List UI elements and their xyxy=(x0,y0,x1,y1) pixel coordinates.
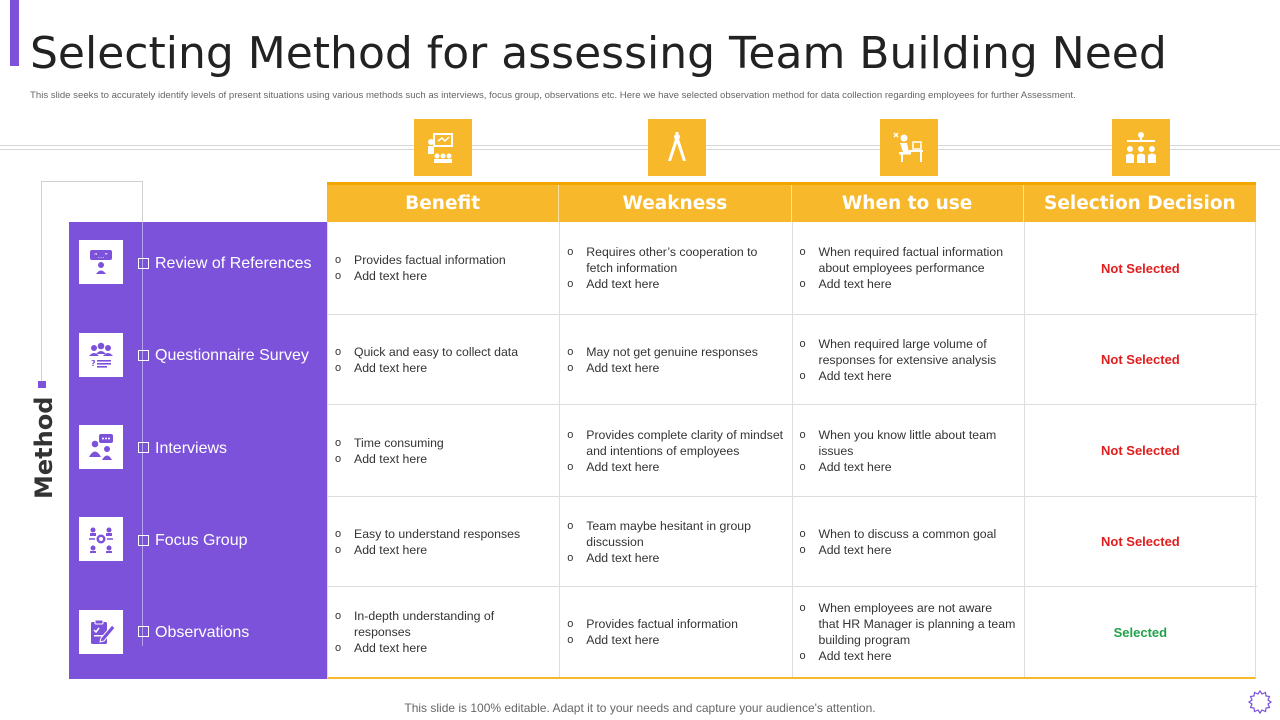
method-label: Review of References xyxy=(155,255,312,272)
when-to-use-cell: o When required large volume of responses for extensive analysis o Add text here xyxy=(793,315,1025,404)
table-row xyxy=(328,497,1257,587)
assessment-table xyxy=(327,222,1256,679)
method-axis-label: Method xyxy=(30,396,58,499)
method-label: Observations xyxy=(155,624,250,641)
connector-marker xyxy=(38,381,46,388)
interview-icon xyxy=(79,425,123,469)
presentation-icon xyxy=(414,119,472,176)
benefit-cell: o Provides factual information o Add text here xyxy=(328,222,560,314)
method-checkbox[interactable] xyxy=(138,535,149,546)
method-checkbox[interactable] xyxy=(138,350,149,361)
when-to-use-cell: o When you know little about team issues o Add text here xyxy=(793,405,1025,496)
connector-line xyxy=(142,181,143,222)
svg-text:?: ? xyxy=(91,359,96,368)
benefit-cell: o Time consuming o Add text here xyxy=(328,405,560,496)
column-header-when-to-use: When to use xyxy=(792,185,1024,222)
page-title: Selecting Method for assessing Team Building Need xyxy=(30,28,1167,79)
svg-text:“...”: “...” xyxy=(94,252,108,260)
decision-badge: Not Selected xyxy=(1101,534,1180,549)
decision-cell xyxy=(1025,497,1257,586)
method-row-focus-group xyxy=(69,497,327,588)
decision-badge: Not Selected xyxy=(1101,352,1180,367)
decision-badge: Selected xyxy=(1113,624,1168,640)
column-header-benefit: Benefit xyxy=(327,185,559,222)
decision-cell xyxy=(1025,405,1257,496)
table-row xyxy=(328,222,1257,315)
column-header-selection-decision: Selection Decision xyxy=(1044,193,1236,214)
divider-line xyxy=(0,145,1280,146)
decision-cell xyxy=(1025,587,1257,677)
table-row xyxy=(328,315,1257,405)
title-accent-bar xyxy=(10,0,19,66)
method-label: Questionnaire Survey xyxy=(155,347,309,364)
weakness-cell: o Provides factual information o Add text here xyxy=(560,587,792,677)
when-to-use-cell: o When to discuss a common goal o Add text here xyxy=(793,497,1025,586)
when-to-use-cell: o When employees are not aware that HR Manager is planning a team building program o Add text here xyxy=(793,587,1025,677)
decision-badge: Not Selected xyxy=(1101,260,1180,276)
table-row xyxy=(328,405,1257,497)
method-row-questionnaire-survey xyxy=(69,313,327,404)
method-row-observations xyxy=(69,588,327,679)
decision-cell xyxy=(1025,222,1257,314)
method-label: Focus Group xyxy=(155,532,248,549)
method-checkbox[interactable] xyxy=(138,258,149,269)
page-subtitle: This slide seeks to accurately identify levels of present situations using various methods such as interviews, focus group, observations etc. Here we have selected observation method for data collection regarding employees for further Assessment. xyxy=(30,90,1076,101)
method-row-interviews xyxy=(69,405,327,496)
clipboard-pen-icon xyxy=(79,610,123,654)
connector-line xyxy=(41,181,42,381)
table-header-row xyxy=(327,182,1256,222)
weakness-cell: o May not get genuine responses o Add text here xyxy=(560,315,792,404)
method-label: Interviews xyxy=(155,440,228,457)
gear-icon xyxy=(1246,688,1274,716)
survey-group-icon xyxy=(79,333,123,377)
benefit-cell: o Quick and easy to collect data o Add text here xyxy=(328,315,560,404)
desk-worker-icon xyxy=(880,119,938,176)
weakness-cell: o Requires other’s cooperation to fetch information o Add text here xyxy=(560,222,792,314)
when-to-use-cell: o When required factual information about employees performance o Add text here xyxy=(793,222,1025,314)
method-checkbox[interactable] xyxy=(138,442,149,453)
quote-review-icon xyxy=(79,240,123,284)
team-decision-icon xyxy=(1112,119,1170,176)
table-row xyxy=(328,587,1257,677)
footer-note: This slide is 100% editable. Adapt it to your needs and capture your audience's attention. xyxy=(404,701,876,715)
drawing-compass-icon xyxy=(648,119,706,176)
column-header-weakness: Weakness xyxy=(559,185,791,222)
decision-badge: Not Selected xyxy=(1101,443,1180,458)
decision-cell xyxy=(1025,315,1257,404)
method-row-review-of-references xyxy=(69,222,327,313)
method-checkbox[interactable] xyxy=(138,626,149,637)
connector-line xyxy=(41,181,143,182)
benefit-cell: o Easy to understand responses o Add text here xyxy=(328,497,560,586)
benefit-cell: o In-depth understanding of responses o Add text here xyxy=(328,587,560,677)
focus-group-icon xyxy=(79,517,123,561)
weakness-cell: o Team maybe hesitant in group discussion o Add text here xyxy=(560,497,792,586)
weakness-cell: o Provides complete clarity of mindset and intentions of employees o Add text here xyxy=(560,405,792,496)
divider-line xyxy=(0,149,1280,150)
